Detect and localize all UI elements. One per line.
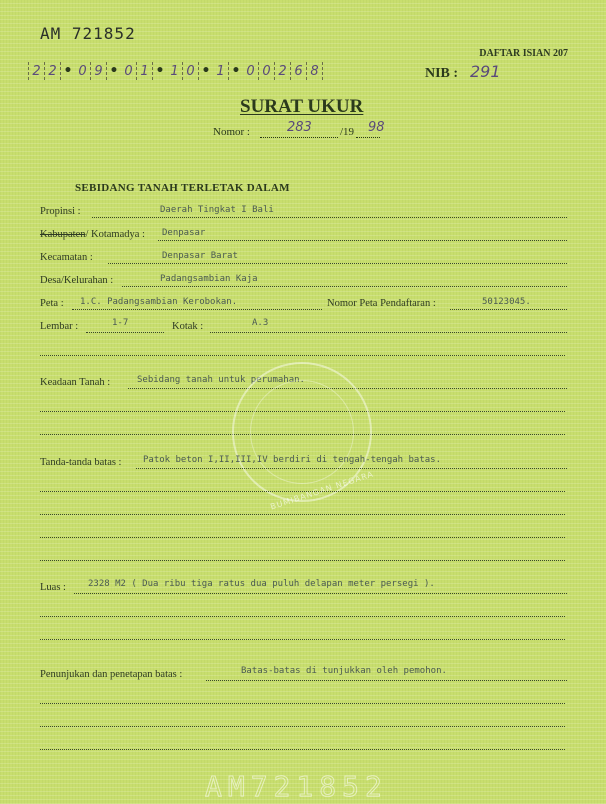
year-value: 98: [368, 120, 385, 135]
luas-value: 2328 M2 ( Dua ribu tiga ratus dua puluh delapan meter persegi ).: [88, 579, 435, 589]
kabupaten-label: [40, 229, 145, 240]
code-separator: •: [109, 63, 119, 79]
keadaan-value: Sebidang tanah untuk perumahan.: [137, 375, 305, 385]
nib-label: NIB :: [425, 66, 459, 81]
lembar-dotted-line: [86, 332, 164, 333]
code-separator: •: [201, 63, 211, 79]
document-title: SURAT UKUR: [240, 96, 364, 117]
nomor-label: Nomor :: [213, 126, 250, 138]
year-prefix: /19: [340, 126, 355, 138]
code-digit: 9: [91, 62, 107, 80]
code-digit: 0: [183, 62, 199, 80]
propinsi-label: Propinsi :: [40, 206, 81, 217]
tanda-batas-dotted-line: [136, 468, 567, 469]
desa-label: Desa/Kelurahan :: [40, 275, 114, 286]
code-separator: •: [231, 63, 241, 79]
luas-label: Luas :: [40, 582, 66, 593]
desa-value: Padangsambian Kaja: [160, 274, 258, 284]
code-digit: 0: [121, 62, 137, 80]
luas-dotted-line: [74, 593, 567, 594]
document-serial-number: AM 721852: [40, 24, 136, 43]
code-digit: 2: [28, 62, 45, 80]
blank-rule: [40, 514, 565, 515]
kabupaten-struck: Kabupaten: [40, 229, 86, 240]
code-digit: 1: [167, 62, 183, 80]
code-digit: 1: [137, 62, 153, 80]
kecamatan-dotted-line: [108, 263, 567, 264]
nomor-value: 283: [287, 120, 312, 135]
code-digit: 0: [259, 62, 275, 80]
code-digit: 2: [275, 62, 291, 80]
kotak-value: A.3: [252, 318, 269, 328]
code-digit: 8: [307, 62, 323, 80]
watermark-stamp-text: BUMIBANGAN NEGARA: [269, 469, 375, 512]
tanda-batas-value: Patok beton I,II,III,IV berdiri di tengah-tengah batas.: [143, 455, 442, 465]
kotak-label: Kotak :: [172, 321, 204, 332]
propinsi-dotted-line: [92, 217, 567, 218]
kotak-dotted-line: [210, 332, 567, 333]
peta-value: 1.C. Padangsambian Kerobokan.: [80, 297, 238, 307]
blank-rule: [40, 749, 565, 750]
section-heading: SEBIDANG TANAH TERLETAK DALAM: [75, 182, 290, 194]
penunjukan-label: Penunjukan dan penetapan batas :: [40, 669, 183, 680]
kecamatan-value: Denpasar Barat: [162, 251, 238, 261]
kecamatan-label: Kecamatan :: [40, 252, 93, 263]
code-digit: 0: [243, 62, 259, 80]
blank-rule: [40, 537, 565, 538]
kotamadya-label: / Kotamadya :: [85, 229, 145, 240]
penunjukan-dotted-line: [206, 680, 567, 681]
code-digit: 6: [291, 62, 307, 80]
kabupaten-dotted-line: [158, 240, 567, 241]
code-digit: 2: [45, 62, 61, 80]
code-digit: 0: [75, 62, 91, 80]
lembar-value: 1-7: [112, 318, 129, 328]
nomor-peta-value: 50123045.: [482, 297, 531, 307]
tanda-batas-label: Tanda-tanda batas :: [40, 457, 122, 468]
penunjukan-value: Batas-batas di tunjukkan oleh pemohon.: [241, 666, 447, 676]
propinsi-value: Daerah Tingkat I Bali: [160, 205, 274, 215]
bottom-watermark-number: AM721852: [205, 770, 388, 803]
peta-dotted-line: [72, 309, 322, 310]
keadaan-label: Keadaan Tanah :: [40, 377, 111, 388]
nomor-peta-dotted-line: [450, 309, 567, 310]
code-separator: •: [155, 63, 165, 79]
blank-rule: [40, 355, 565, 356]
code-digit: 1: [213, 62, 229, 80]
registration-code-boxes: [28, 62, 346, 80]
form-code: DAFTAR ISIAN 207: [479, 48, 568, 59]
blank-rule: [40, 726, 565, 727]
nomor-peta-label: Nomor Peta Pendaftaran :: [327, 298, 436, 309]
lembar-label: Lembar :: [40, 321, 79, 332]
kabupaten-value: Denpasar: [162, 228, 206, 238]
peta-label: Peta :: [40, 298, 64, 309]
code-separator: •: [63, 63, 73, 79]
blank-rule: [40, 703, 565, 704]
desa-dotted-line: [122, 286, 567, 287]
blank-rule: [40, 639, 565, 640]
nib-value: 291: [470, 62, 501, 81]
blank-rule: [40, 560, 565, 561]
blank-rule: [40, 616, 565, 617]
blank-rule: [40, 491, 565, 492]
